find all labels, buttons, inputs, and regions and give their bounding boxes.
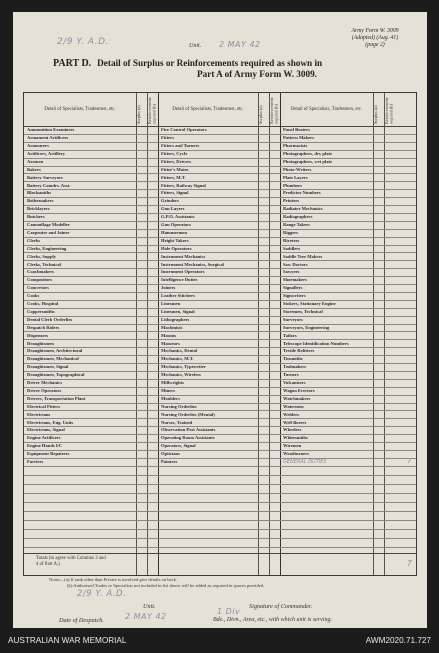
specialist-row-label: Saddlers <box>283 245 301 251</box>
handwritten-date: 2 MAY 42 <box>219 40 261 49</box>
specialist-row-label: Butchers <box>27 214 45 220</box>
specialist-row-label: Blacksmiths <box>27 190 51 196</box>
specialist-row-label: Dental Clerk Orderlies <box>27 316 73 322</box>
row-divider <box>24 347 416 348</box>
form-page <box>13 12 427 628</box>
specialist-row-label: Masseurs <box>161 340 180 346</box>
specialist-row-label: Draughtsmen, Architectural <box>27 348 83 354</box>
row-divider <box>24 395 416 396</box>
specialist-row-label: Miners <box>161 387 176 393</box>
specialist-row-label: Riveters <box>283 237 300 243</box>
specialist-row-label: Driver Mechanics <box>27 380 62 385</box>
specialist-row-label: Storemen, Technical <box>283 308 323 314</box>
specialist-row-label: Lithographers <box>161 316 190 322</box>
row-divider <box>24 213 416 214</box>
specialist-row-label: Signwriters <box>283 293 306 299</box>
specialist-row-label: Machinists <box>161 324 183 330</box>
specialist-row-label: Driver Operators <box>27 387 62 393</box>
header-surplus: Surplus (a) <box>136 105 141 124</box>
specialist-row-label: Radiographers <box>283 214 313 220</box>
row-divider <box>24 371 416 372</box>
specialist-row-label: Gun Layers <box>161 206 185 212</box>
specialist-row-label: Joiners <box>161 285 176 291</box>
specialist-row-label: Radiator Mechanics <box>283 206 323 212</box>
row-divider <box>24 355 416 356</box>
notes <box>49 577 264 588</box>
specialist-row-label: Well Borers <box>283 419 307 425</box>
row-divider <box>24 387 416 388</box>
row-divider <box>24 339 416 340</box>
specialist-row-label: Riggers <box>283 229 299 235</box>
row-divider <box>24 538 416 539</box>
row-divider <box>24 434 416 435</box>
specialist-row-label: Draughtsmen, Signal <box>27 364 69 370</box>
specialist-row-label: Surveyors, Engineering <box>283 324 330 330</box>
row-divider <box>24 484 416 485</box>
row-divider <box>24 410 416 411</box>
specialist-row-label: Panel Beaters <box>283 127 310 133</box>
specialist-row-label: Opticians <box>161 451 180 457</box>
row-divider <box>24 276 416 277</box>
specialist-row-label: Photographers, wet plate <box>283 158 333 164</box>
header-surplus: Surplus (a) <box>258 105 263 124</box>
specialist-row-label: Tailors <box>283 332 297 338</box>
title-part: PART D. <box>53 58 92 69</box>
row-divider <box>24 331 416 332</box>
specialist-row-label: Whitesmiths <box>283 435 308 441</box>
specialist-row-label: Clerks, Technical <box>27 261 61 267</box>
handwritten-div: 1 Div <box>217 607 241 616</box>
specialist-row-label: Fitters <box>161 135 175 141</box>
specialist-row-label: G.P.O. Assistants <box>161 214 195 220</box>
page-title <box>53 58 403 80</box>
handwritten-total-value: 7 <box>407 559 413 568</box>
specialist-row-label: Instrument Operators <box>161 269 205 275</box>
form-ref-line: Army Form W. 3009 <box>351 28 399 34</box>
header-specialists: Detail of Specialists, Tradesmen, etc. <box>44 107 116 112</box>
specialist-row-label: Pharmacists <box>283 143 308 148</box>
row-divider <box>24 229 416 230</box>
specialist-row-label: Despatch Riders <box>27 324 60 330</box>
specialist-row-label: Compositors <box>27 277 53 283</box>
row-divider <box>24 418 416 419</box>
caption-left: AUSTRALIAN WAR MEMORIAL <box>8 636 127 645</box>
specialist-row-label: Concretors <box>27 285 49 291</box>
specialist-row-label: Battery Surveyors <box>27 174 63 180</box>
form-ref-line: (Adapted) (Aug. 41) <box>351 35 399 41</box>
row-divider <box>24 221 416 222</box>
row-divider <box>24 173 416 174</box>
title-line1: Detail of Surplus or Reinforcements required as shown in <box>97 58 323 68</box>
specialist-row-label: Fitters, Signal <box>161 190 189 196</box>
row-divider <box>24 158 416 159</box>
row-divider <box>24 205 416 206</box>
row-divider <box>24 502 416 503</box>
specialist-row-label: Intelligence Duties <box>161 277 198 283</box>
specialist-row-label: Engine Hands I/C <box>27 443 63 449</box>
row-divider <box>24 300 416 301</box>
row-divider <box>24 308 416 309</box>
unit-label: Unit. <box>189 43 202 49</box>
row-divider <box>24 284 416 285</box>
specialist-row-label: Pattern Makers <box>283 135 314 141</box>
specialist-row-label: Mechanics, M.T. <box>161 356 194 362</box>
specialist-row-label: Surveyors <box>283 316 303 322</box>
header-specialists: Detail of Specialists, Tradesmen, etc. <box>172 107 244 112</box>
specialist-row-label: Linesmen <box>161 301 181 306</box>
specialist-row-label: Predictor Numbers <box>283 190 321 196</box>
specialist-row-label: Saddle Tree Makers <box>283 253 323 259</box>
row-divider <box>24 466 416 467</box>
specialist-row-label: Toolmakers <box>283 364 307 370</box>
specialist-row-label: Fitters, Railway Signal <box>161 182 206 188</box>
specialist-row-label: Coppersmiths <box>27 308 55 314</box>
row-divider <box>24 458 416 459</box>
specialist-row-label: Artificers, Artillery <box>27 150 66 156</box>
specialist-row-label: Fitters, Cycle <box>161 150 188 156</box>
specialist-row-label: Grinders <box>161 198 179 204</box>
row-divider <box>24 529 416 530</box>
specialist-row-label: Cooks, Hospital <box>27 301 59 306</box>
specialist-row-label: Fitters, M.T. <box>161 174 186 180</box>
specialist-row-label: Textile Refitters <box>283 348 315 354</box>
specialist-row-label: Cooks <box>27 293 40 299</box>
specialist-row-label: Axemen <box>27 158 44 164</box>
specialist-row-label: Drivers, Transportation Plant <box>27 395 86 401</box>
specialist-row-label: Fitters, Drivers <box>161 158 192 164</box>
note-b: (b) Authorised Trades or Specialists not included in list above will be added as required in spaces provided. <box>67 582 265 588</box>
specialist-row-label: Telescope Identification Numbers <box>283 340 349 346</box>
header-specialists: Detail of Specialists, Tradesmen, etc. <box>290 107 363 112</box>
unit-bottom-label: Unit. <box>143 603 156 610</box>
header-surplus: Surplus (a) <box>373 105 378 124</box>
row-divider <box>24 363 416 364</box>
row-divider <box>24 268 416 269</box>
specialist-row-label: Moulders <box>161 395 180 401</box>
row-divider <box>24 442 416 443</box>
specialist-row-label: Electricians, Eng. Units <box>27 419 74 425</box>
specialist-row-label: Boilermakers <box>27 198 54 204</box>
row-divider <box>24 511 416 512</box>
specialist-row-label: Fire Control Operators <box>161 127 207 133</box>
specialist-row-label: Hole Operators <box>161 245 192 251</box>
row-divider <box>24 379 416 380</box>
header-required: Reinforcements required (b) <box>269 97 279 124</box>
row-divider <box>24 324 416 325</box>
bde-label: Bde., Divn., Area, etc., with which unit is serving. <box>213 617 332 623</box>
row-divider <box>24 245 416 246</box>
row-divider <box>24 189 416 190</box>
specialist-row-label: Tinsmiths <box>283 356 303 362</box>
specialist-row-label: Draughtsmen, Mechanical <box>27 356 79 362</box>
specialist-row-label: Farriers <box>27 459 44 464</box>
form-ref-line: (page 2) <box>365 42 385 48</box>
specialist-row-label: Draughtsmen <box>27 340 54 346</box>
specialist-row-label: Armourers <box>27 143 49 148</box>
specialist-row-label: Woodturners <box>283 451 310 457</box>
row-divider <box>24 252 416 253</box>
specialist-row-label: Electricians <box>27 411 51 417</box>
specialist-row-label: Nurses, Trained <box>161 419 193 425</box>
row-divider <box>24 166 416 167</box>
specialist-row-label: Bakers <box>27 166 41 172</box>
note-a: Notes—(a) If rank other than Private is involved give details on back. <box>49 577 178 582</box>
specialist-row-label: Photographers, dry plate <box>283 150 333 156</box>
specialist-row-label: Camouflage Modeller <box>27 222 70 227</box>
specialist-row-label: Stokers, Stationary Engine <box>283 301 336 306</box>
specialist-row-label: Plumbers <box>283 182 302 188</box>
row-divider <box>24 403 416 404</box>
specialist-row-label: Gun Operators <box>161 222 191 227</box>
row-divider <box>24 142 416 143</box>
specialist-row-label: Nursing Orderlies (Mental) <box>161 411 215 417</box>
specialist-row-label: Vulcanisers <box>283 380 306 385</box>
row-divider <box>24 493 416 494</box>
specialist-row-label: Carpenter and Joiner <box>27 229 70 235</box>
specialist-row-label: Hammermen <box>161 229 188 235</box>
detail-table <box>23 92 417 576</box>
handwritten-entry-value: 7 <box>407 456 412 465</box>
specialist-row-label: Engine Artificers <box>27 435 61 441</box>
specialist-row-label: Wiremen <box>283 443 302 449</box>
row-divider <box>24 292 416 293</box>
caption-right: AWM2020.71.727 <box>365 636 431 645</box>
row-divider <box>24 150 416 151</box>
header-required: Reinforcements required (b) <box>384 97 394 124</box>
row-divider <box>24 197 416 198</box>
specialist-row-label: Ammunition Examiners <box>27 127 75 133</box>
specialist-row-label: Welders <box>283 411 300 417</box>
specialist-row-label: Nursing Orderlies <box>161 403 197 409</box>
totals-divider <box>24 553 416 554</box>
form-reference <box>329 28 421 49</box>
specialist-row-label: Clerks, Supply <box>27 253 57 259</box>
specialist-row-label: Battery Comdrs. Asst. <box>27 182 71 188</box>
specialist-row-label: Clerks <box>27 237 41 243</box>
specialist-row-label: Mechanics, Wireless <box>161 372 201 378</box>
specialist-row-label: Signallers <box>283 285 303 291</box>
row-divider <box>24 134 416 135</box>
despatch-label: Date of Despatch. <box>59 617 104 624</box>
row-divider <box>24 237 416 238</box>
specialist-row-label: Instrument Mechanics <box>161 253 206 259</box>
handwritten-unit-bottom: 2/9 Y. A.D. <box>77 589 127 599</box>
specialist-row-label: Masons <box>161 332 177 338</box>
specialist-row-label: Linesmen, Signal <box>161 308 195 314</box>
specialist-row-label: Dispensers <box>27 332 49 338</box>
specialist-row-label: Electricians, Signal <box>27 427 65 433</box>
signature-label: Signature of Commander. <box>249 603 313 610</box>
specialist-row-label: Fitters and Turners <box>161 143 200 148</box>
specialist-row-label: Leather Stitchers <box>161 293 195 299</box>
specialist-row-label: Saw Doctors <box>283 261 308 267</box>
handwritten-unit: 2/9 Y. A.D. <box>57 37 109 47</box>
row-divider <box>24 426 416 427</box>
specialist-row-label: Electrical Fitters <box>27 403 61 409</box>
totals-label: Totals (to agree with Columns 3 and 4 of Part A.) <box>36 556 106 567</box>
specialist-row-label: Instrument Mechanics, Surgical <box>161 261 224 267</box>
specialist-row-label: Turners <box>283 372 299 378</box>
specialist-row-label: Operating Room Assistants <box>161 435 215 441</box>
row-divider <box>24 450 416 451</box>
specialist-row-label: Bricklayers <box>27 206 50 212</box>
specialist-row-label: Coachmakers <box>27 269 55 275</box>
specialist-row-label: Watermen <box>283 403 304 409</box>
row-divider <box>24 316 416 317</box>
specialist-row-label: Sawyers <box>283 269 300 275</box>
specialist-row-label: Watchmakers <box>283 395 311 401</box>
specialist-row-label: GENERAL DUTIES <box>283 459 327 465</box>
specialist-row-label: Millwrights <box>161 380 184 385</box>
row-divider <box>24 260 416 261</box>
specialist-row-label: Draughtsmen, Topographical <box>27 372 85 378</box>
specialist-row-label: Painters <box>161 459 178 464</box>
specialist-row-label: Observation Post Assistants <box>161 427 216 433</box>
specialist-row-label: Wagon Erectors <box>283 387 315 393</box>
specialist-row-label: Printers <box>283 198 300 204</box>
specialist-row-label: Clerks, Engineering <box>27 245 67 251</box>
row-divider <box>24 520 416 521</box>
specialist-row-label: Shoemakers <box>283 277 307 283</box>
specialist-row-label: Armament Artificers <box>27 135 69 141</box>
specialist-row-label: Range Takers <box>283 222 310 227</box>
specialist-row-label: Fitter's Mates <box>161 166 189 172</box>
title-line2: Part A of Army Form W. 3009. <box>197 69 317 79</box>
row-divider <box>24 547 416 548</box>
header-required: Reinforcements required (b) <box>147 97 157 124</box>
specialist-row-label: Photo-Writers <box>283 166 312 172</box>
specialist-row-label: Wheelers <box>283 427 302 433</box>
handwritten-despatch-date: 2 MAY 42 <box>125 612 167 621</box>
specialist-row-label: Equipment Repairers <box>27 451 70 457</box>
specialist-row-label: Mechanics, Dental <box>161 348 198 354</box>
row-divider <box>24 475 416 476</box>
specialist-row-label: Height Takers <box>161 237 189 243</box>
specialist-row-label: Operators, Signal <box>161 443 196 449</box>
specialist-row-label: Plate Layers <box>283 174 308 180</box>
row-divider <box>24 181 416 182</box>
specialist-row-label: Mechanics, Typewriter <box>161 364 206 370</box>
